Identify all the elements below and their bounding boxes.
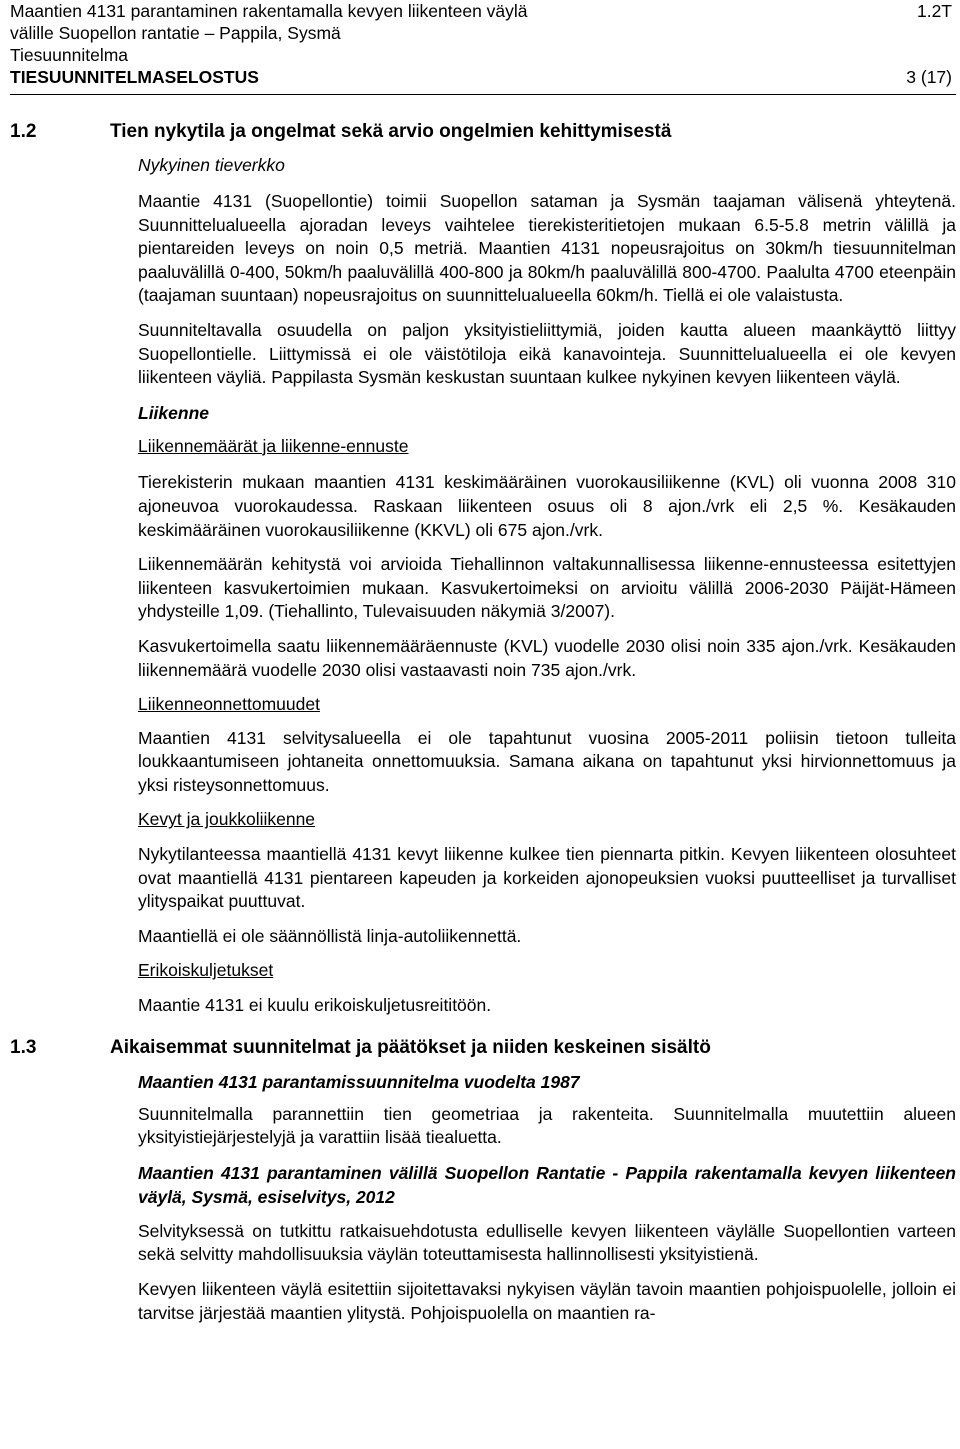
- paragraph: Tierekisterin mukaan maantien 4131 keskimääräinen vuorokausiliikenne (KVL) oli vuonna 2008 310 ajoneuvoa vuorokaudessa. Raskaan liikenteen osuus oli 8 ajon./vrk eli 2,5 %. Kesäkauden keskimääräinen vuorokausiliikenne (KKVL) oli 675 ajon./vrk.: [138, 472, 956, 540]
- paragraph: Liikennemäärän kehitystä voi arvioida Tiehallinnon valtakunnallisessa liikenne-ennusteessa esitettyjen liikenteen kasvukertoimien mukaan. Kasvukertoimeksi on arvioitu välillä 2006-2030 Päijät-Hämeen yhdysteille 1,09. (Tiehallinto, Tulevaisuuden näkymiä 3/2007).: [138, 554, 956, 622]
- header-page-number: 3 (17): [906, 67, 952, 87]
- paragraph: Kasvukertoimella saatu liikennemääräennuste (KVL) vuodelle 2030 olisi noin 335 ajon./vrk. Kesäkauden liikennemäärä vuodelle 2030 olisi vastaavasti noin 735 ajon./vrk.: [138, 635, 956, 680]
- section-heading-1-2: [0, 120, 960, 144]
- subheading-accidents: Liikenneonnettomuudet: [138, 694, 320, 715]
- header-project-section: välille Suopellon rantatie – Pappila, Sysmä: [10, 23, 341, 43]
- paragraph: Suunniteltavalla osuudella on paljon yksityistieliittymiä, joiden kautta alueen maankäyttö liittyy Suopellontielle. Liittymissä ei ole väistötiloja eikä kanavointeja. Suunnittelualueella ei ole kevyen liikenteen väyliä. Pappilasta Sysmän keskustan suuntaan kulkee nykyinen kevyen liikenteen väylä.: [138, 319, 956, 388]
- header-line-1: [10, 0, 956, 22]
- section-body-1-3: [138, 1070, 956, 1326]
- section-title: Tien nykytila ja ongelmat sekä arvio ongelmien kehittymisestä: [110, 121, 672, 142]
- header-line-2: [10, 22, 956, 44]
- paragraph: Maantiellä ei ole säännöllistä linja-autoliikennettä.: [138, 925, 522, 946]
- paragraph: Suunnitelmalla parannettiin tien geometriaa ja rakenteita. Suunnitelmalla muutettiin alueen yksityistiejärjestelyjä ja varattiin lisää tiealuetta.: [138, 1103, 956, 1148]
- section-heading-1-3: [0, 1036, 960, 1060]
- paragraph: Selvityksessä on tutkittu ratkaisuehdotusta edulliselle kevyen liikenteen väylälle Suopellontien varteen sekä selvitty mahdollisuuksia väylän toteuttamisesta hallinnollisesti yksityistienä.: [138, 1220, 956, 1265]
- section-number: 1.2: [10, 121, 37, 142]
- header-plan-type: Tiesuunnitelma: [10, 45, 129, 65]
- subheading-light-and-public-traffic: Kevyt ja joukkoliikenne: [138, 809, 316, 830]
- subheading-traffic: Liikenne: [138, 402, 209, 423]
- header-document-type: TIESUUNNITELMASELOSTUS: [10, 67, 259, 87]
- section-body-1-2: [138, 153, 956, 1018]
- header-document-code: 1.2T: [916, 1, 952, 21]
- paragraph: Maantie 4131 (Suopellontie) toimii Suopellon sataman ja Sysmän taajaman välisenä yhteytenä. Suunnittelualueella ajoradan leveys vaihtelee tierekisteritietojen mukaan 6.5-5.8 metrin välillä ja pientareiden leveys on noin 0,5 metriä. Maantien 4131 nopeusrajoitus on 30km/h tiesuunnitelman paaluvälillä 0-400, 50km/h paaluvälillä 400-800 ja 80km/h paaluvälillä 800-4700. Paalulta 4700 eteenpäin (taajaman suuntaan) nopeusrajoitus on suunnittelualueella 60km/h. Tiellä ei ole valaistusta.: [138, 191, 956, 306]
- paragraph: Kevyen liikenteen väylä esitettiin sijoitettavaksi nykyisen väylän tavoin maantien pohjoispuolelle, jolloin ei tarvitse järjestää maantien ylitystä. Pohjoispuolella on maantien ra-: [138, 1279, 956, 1323]
- subheading-special-transports: Erikoiskuljetukset: [138, 960, 274, 981]
- page-content: [0, 96, 960, 1325]
- header-project-title: Maantien 4131 parantaminen rakentamalla kevyen liikenteen väylä: [10, 1, 528, 21]
- page-header: [10, 0, 956, 95]
- section-number: 1.3: [10, 1036, 37, 1058]
- subheading-traffic-volumes: Liikennemäärät ja liikenne-ennuste: [138, 435, 409, 456]
- header-line-3: [10, 44, 956, 66]
- paragraph: Maantie 4131 ei kuulu erikoiskuljetusreititöön.: [138, 995, 492, 1016]
- subheading-current-network: Nykyinen tieverkko: [138, 155, 285, 175]
- paragraph: Maantien 4131 selvitysalueella ei ole tapahtunut vuosina 2005-2011 poliisin tietoon tulleita loukkaantumiseen johtaneita onnettomuuksia. Samana aikana on tapahtunut yksi hirvionnettomuus ja yksi risteysonnettomuus.: [138, 727, 956, 795]
- subheading-preliminary-study-2012: Maantien 4131 parantaminen välillä Suopellon Rantatie - Pappila rakentamalla kevyen liikenteen väylä, Sysmä, esiselvitys, 2012: [138, 1162, 956, 1207]
- paragraph: Nykytilanteessa maantiellä 4131 kevyt liikenne kulkee tien piennarta pitkin. Kevyen liikenteen olosuhteet ovat maantiellä 4131 pientareen kapeuden ja korkeiden ajonopeuksien vuoksi puutteelliset ja turvalliset ylityspaikat puuttuvat.: [138, 844, 956, 912]
- header-line-4: [10, 66, 956, 88]
- subheading-plan-1987: Maantien 4131 parantamissuunnitelma vuodelta 1987: [138, 1071, 580, 1092]
- section-title: Aikaisemmat suunnitelmat ja päätökset ja niiden keskeinen sisältö: [110, 1036, 711, 1058]
